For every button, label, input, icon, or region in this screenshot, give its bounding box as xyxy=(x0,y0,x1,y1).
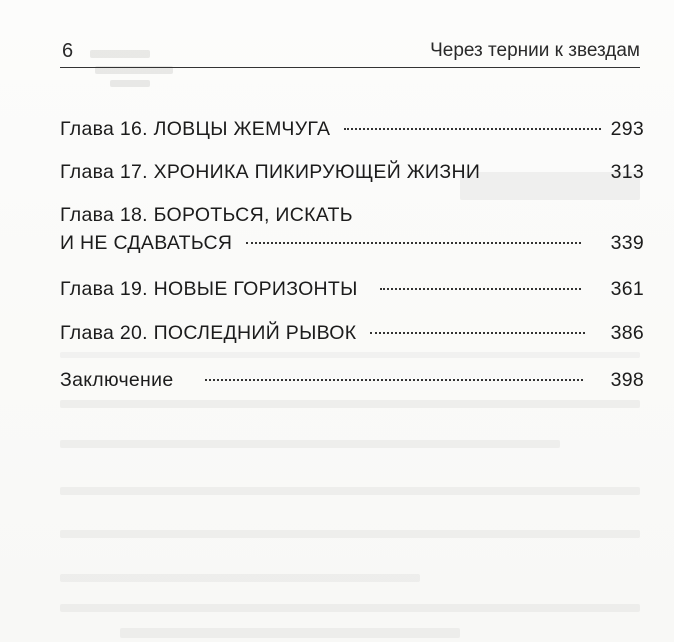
toc-entry-title: И НЕ СДАВАТЬСЯ xyxy=(60,232,233,254)
dot-leader xyxy=(205,379,582,381)
toc-entry-title: Глава 19. НОВЫЕ ГОРИЗОНТЫ xyxy=(60,278,358,300)
toc-entry-page: 293 xyxy=(610,118,644,140)
toc-entry xyxy=(60,231,644,255)
page-number: 6 xyxy=(62,40,74,62)
dot-leader xyxy=(344,128,600,130)
toc-entry xyxy=(60,160,644,184)
toc-entry-page: 339 xyxy=(610,232,644,254)
toc-entry-page: 313 xyxy=(610,161,644,183)
running-title: Через тернии к звездам xyxy=(430,40,640,61)
toc-entry-title-line1: Глава 18. БОРОТЬСЯ, ИСКАТЬ xyxy=(60,204,353,226)
toc-entry xyxy=(60,117,644,141)
dot-leader xyxy=(246,242,580,244)
dot-leader xyxy=(380,288,581,290)
toc-entry-title: Глава 20. ПОСЛЕДНИЙ РЫВОК xyxy=(60,322,357,344)
toc-entry-title: Глава 17. ХРОНИКА ПИКИРУЮЩЕЙ ЖИЗНИ xyxy=(60,161,481,183)
toc-entry-page: 398 xyxy=(610,369,644,391)
running-header xyxy=(60,38,640,68)
toc-entry xyxy=(60,321,644,345)
dot-leader xyxy=(370,332,584,334)
header-rule xyxy=(60,67,640,68)
toc-entry xyxy=(60,277,644,301)
toc-entry xyxy=(60,368,644,392)
toc-entry-page: 361 xyxy=(610,278,644,300)
toc-entry-title: Заключение xyxy=(60,369,174,391)
toc-entry-page: 386 xyxy=(610,322,644,344)
dot-leader xyxy=(494,171,600,173)
toc-entry-title: Глава 16. ЛОВЦЫ ЖЕМЧУГА xyxy=(60,118,331,140)
